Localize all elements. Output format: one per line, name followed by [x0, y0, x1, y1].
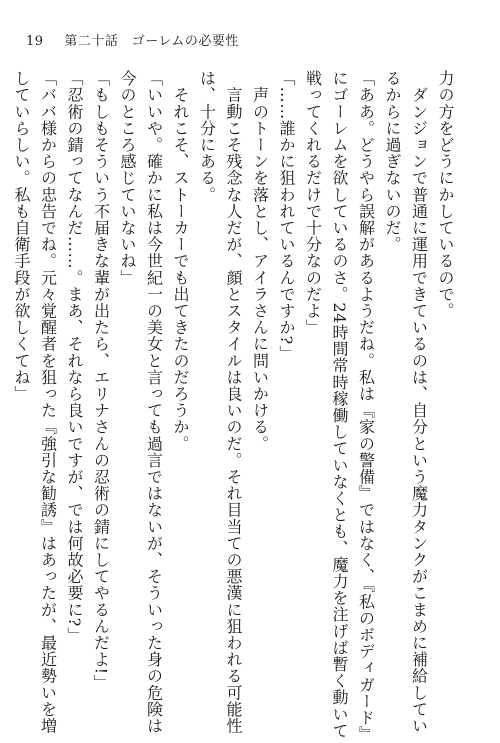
text-line: は、十分にある。 [197, 70, 217, 203]
text-line: 声のトーンを落とし、アイラさんに問いかける。 [250, 70, 270, 452]
text-line: していらしい。私も自衛手段が欲しくてね」 [12, 70, 31, 402]
text-line: 「……誰かに狙われているんですか?」 [277, 70, 296, 362]
text-line: るからに過ぎないのだ。 [383, 70, 402, 253]
text-line: 「もしもそういう不届きな輩が出たら、エリナさんの忍術の錆にしてやるんだよ!」 [91, 70, 111, 692]
text-line: 「いいや。確かに私は今世紀一の美女と言っても過言ではないが、そういった身の危険は [144, 70, 164, 734]
running-header [26, 34, 239, 50]
vertical-body-text [8, 70, 459, 743]
chapter-title: 第二十話 ゴーレムの必要性 [64, 34, 239, 49]
text-line: にゴーレムを欲しているのさ。24時間常時稼働していなくとも、魔力を注げば暫く動いて [330, 70, 349, 739]
text-line: 「ババ様からの忠告でね。元々覚醒者を狙った『強引な勧誘』はあったが、最近勢いを増 [38, 70, 58, 734]
text-line: 戦ってくれるだけで十分なのだよ」 [303, 70, 323, 336]
page-number: 19 [26, 34, 44, 49]
text-line: ダンジョンで普通に運用できているのは、自分という魔力タンクがこまめに補給してい [409, 70, 429, 734]
text-line: 言動こそ残念な人だが、顔とスタイルは良いのだ。それ目当ての悪漢に狙われる可能性 [224, 70, 243, 734]
text-line: 力の方をどうにかしているので。 [436, 70, 455, 319]
text-line: 今のところ感じていないね」 [118, 70, 137, 286]
text-line: それこそ、ストーカーでも出てきたのだろうか。 [171, 70, 190, 452]
text-line: 「ああ。どうやら誤解があるようだね。私は『家の警備』ではなく、『私のボディガード』 [356, 70, 376, 743]
text-line: 「忍術の錆ってなんだ……。まあ、それなら良いですが、では何故必要に?」 [65, 70, 84, 644]
